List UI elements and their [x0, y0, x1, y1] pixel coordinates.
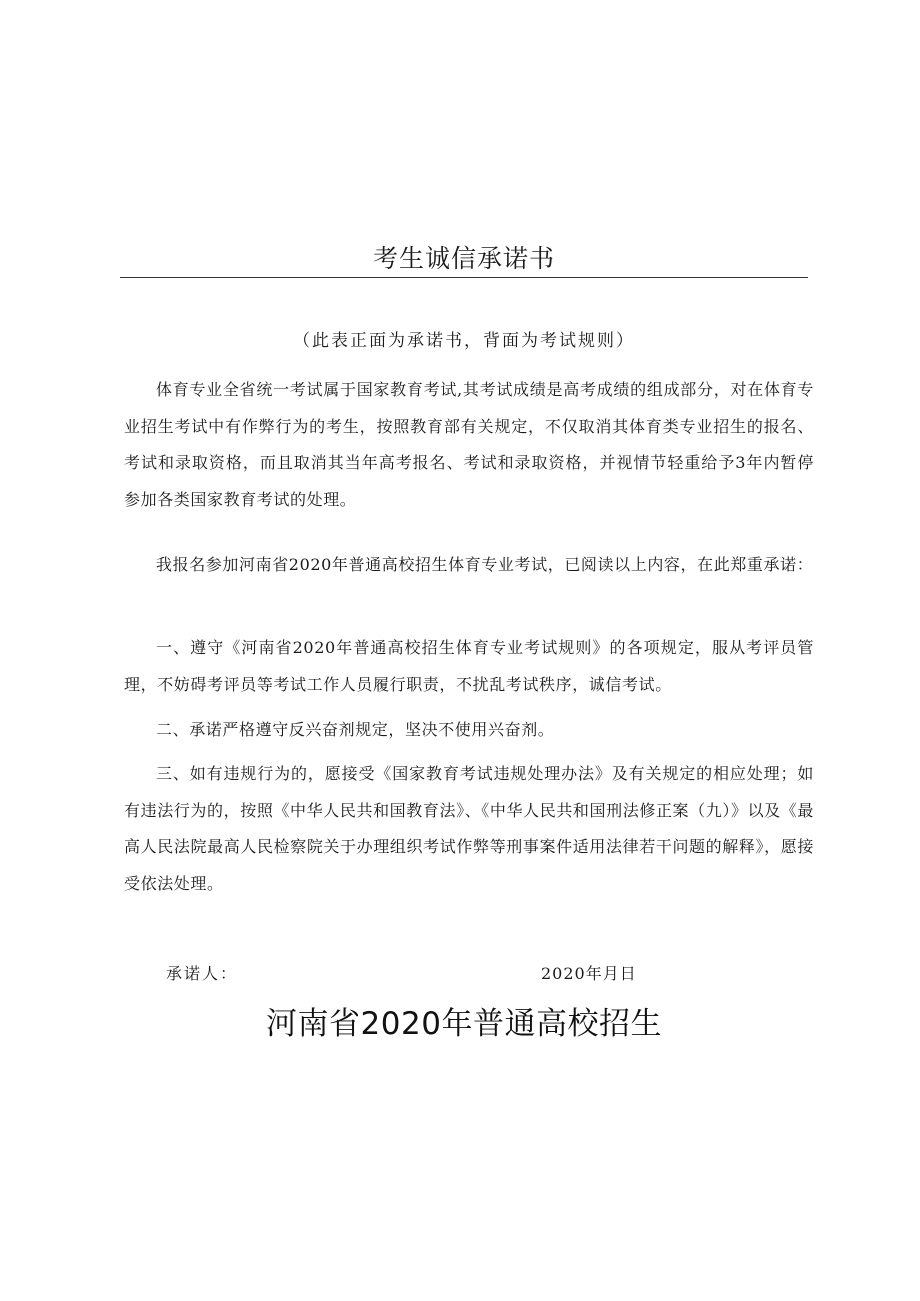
paragraph-exam-rules-notice: 体育专业全省统一考试属于国家教育考试,其考试成绩是高考成绩的组成部分，对在体育专业招生考试中有作弊行为的考生，按照教育部有关规定，不仅取消其体育类专业招生的报名、考试和录取资格，而且取消其当年高考报名、考试和录取资格，并视情节轻重给予3年内暂停参加各类国家教育考试的处理。 — [124, 380, 814, 509]
paragraph-pledge-item-3: 三、如有违规行为的，愿接受《国家教育考试违规处理办法》及有关规定的相应处理；如有违法行为的，按照《中华人民共和国教育法》、《中华人民共和国刑法修正案（九）》以及《最高人民法院最高人民检察院关于办理组织考试作弊等刑事案件适用法律若干问题的解释》，愿接受依法处理。 — [124, 764, 814, 893]
title-underline — [120, 277, 808, 278]
paragraph-pledge-item-1: 一、遵守《河南省2020年普通高校招生体育专业考试规则》的各项规定，服从考评员管理，不妨碍考评员等考试工作人员履行职责，不扰乱考试秩序，诚信考试。 — [124, 638, 814, 694]
document-title: 考生诚信承诺书 — [372, 244, 555, 273]
signer-label: 承诺人： — [166, 964, 239, 983]
document-subtitle: （此表正面为承诺书，背面为考试规则） — [293, 331, 635, 351]
paragraph-pledge-item-2: 二、承诺严格遵守反兴奋剂规定，坚决不使用兴奋剂。 — [156, 720, 555, 739]
paragraph-pledge-intro: 我报名参加河南省2020年普通高校招生体育专业考试，已阅读以上内容，在此郑重承诺： — [156, 555, 814, 574]
date-label: 2020年月日 — [541, 964, 637, 983]
signature-row — [124, 957, 814, 991]
next-page-heading: 河南省2020年普通高校招生 — [266, 1006, 662, 1042]
